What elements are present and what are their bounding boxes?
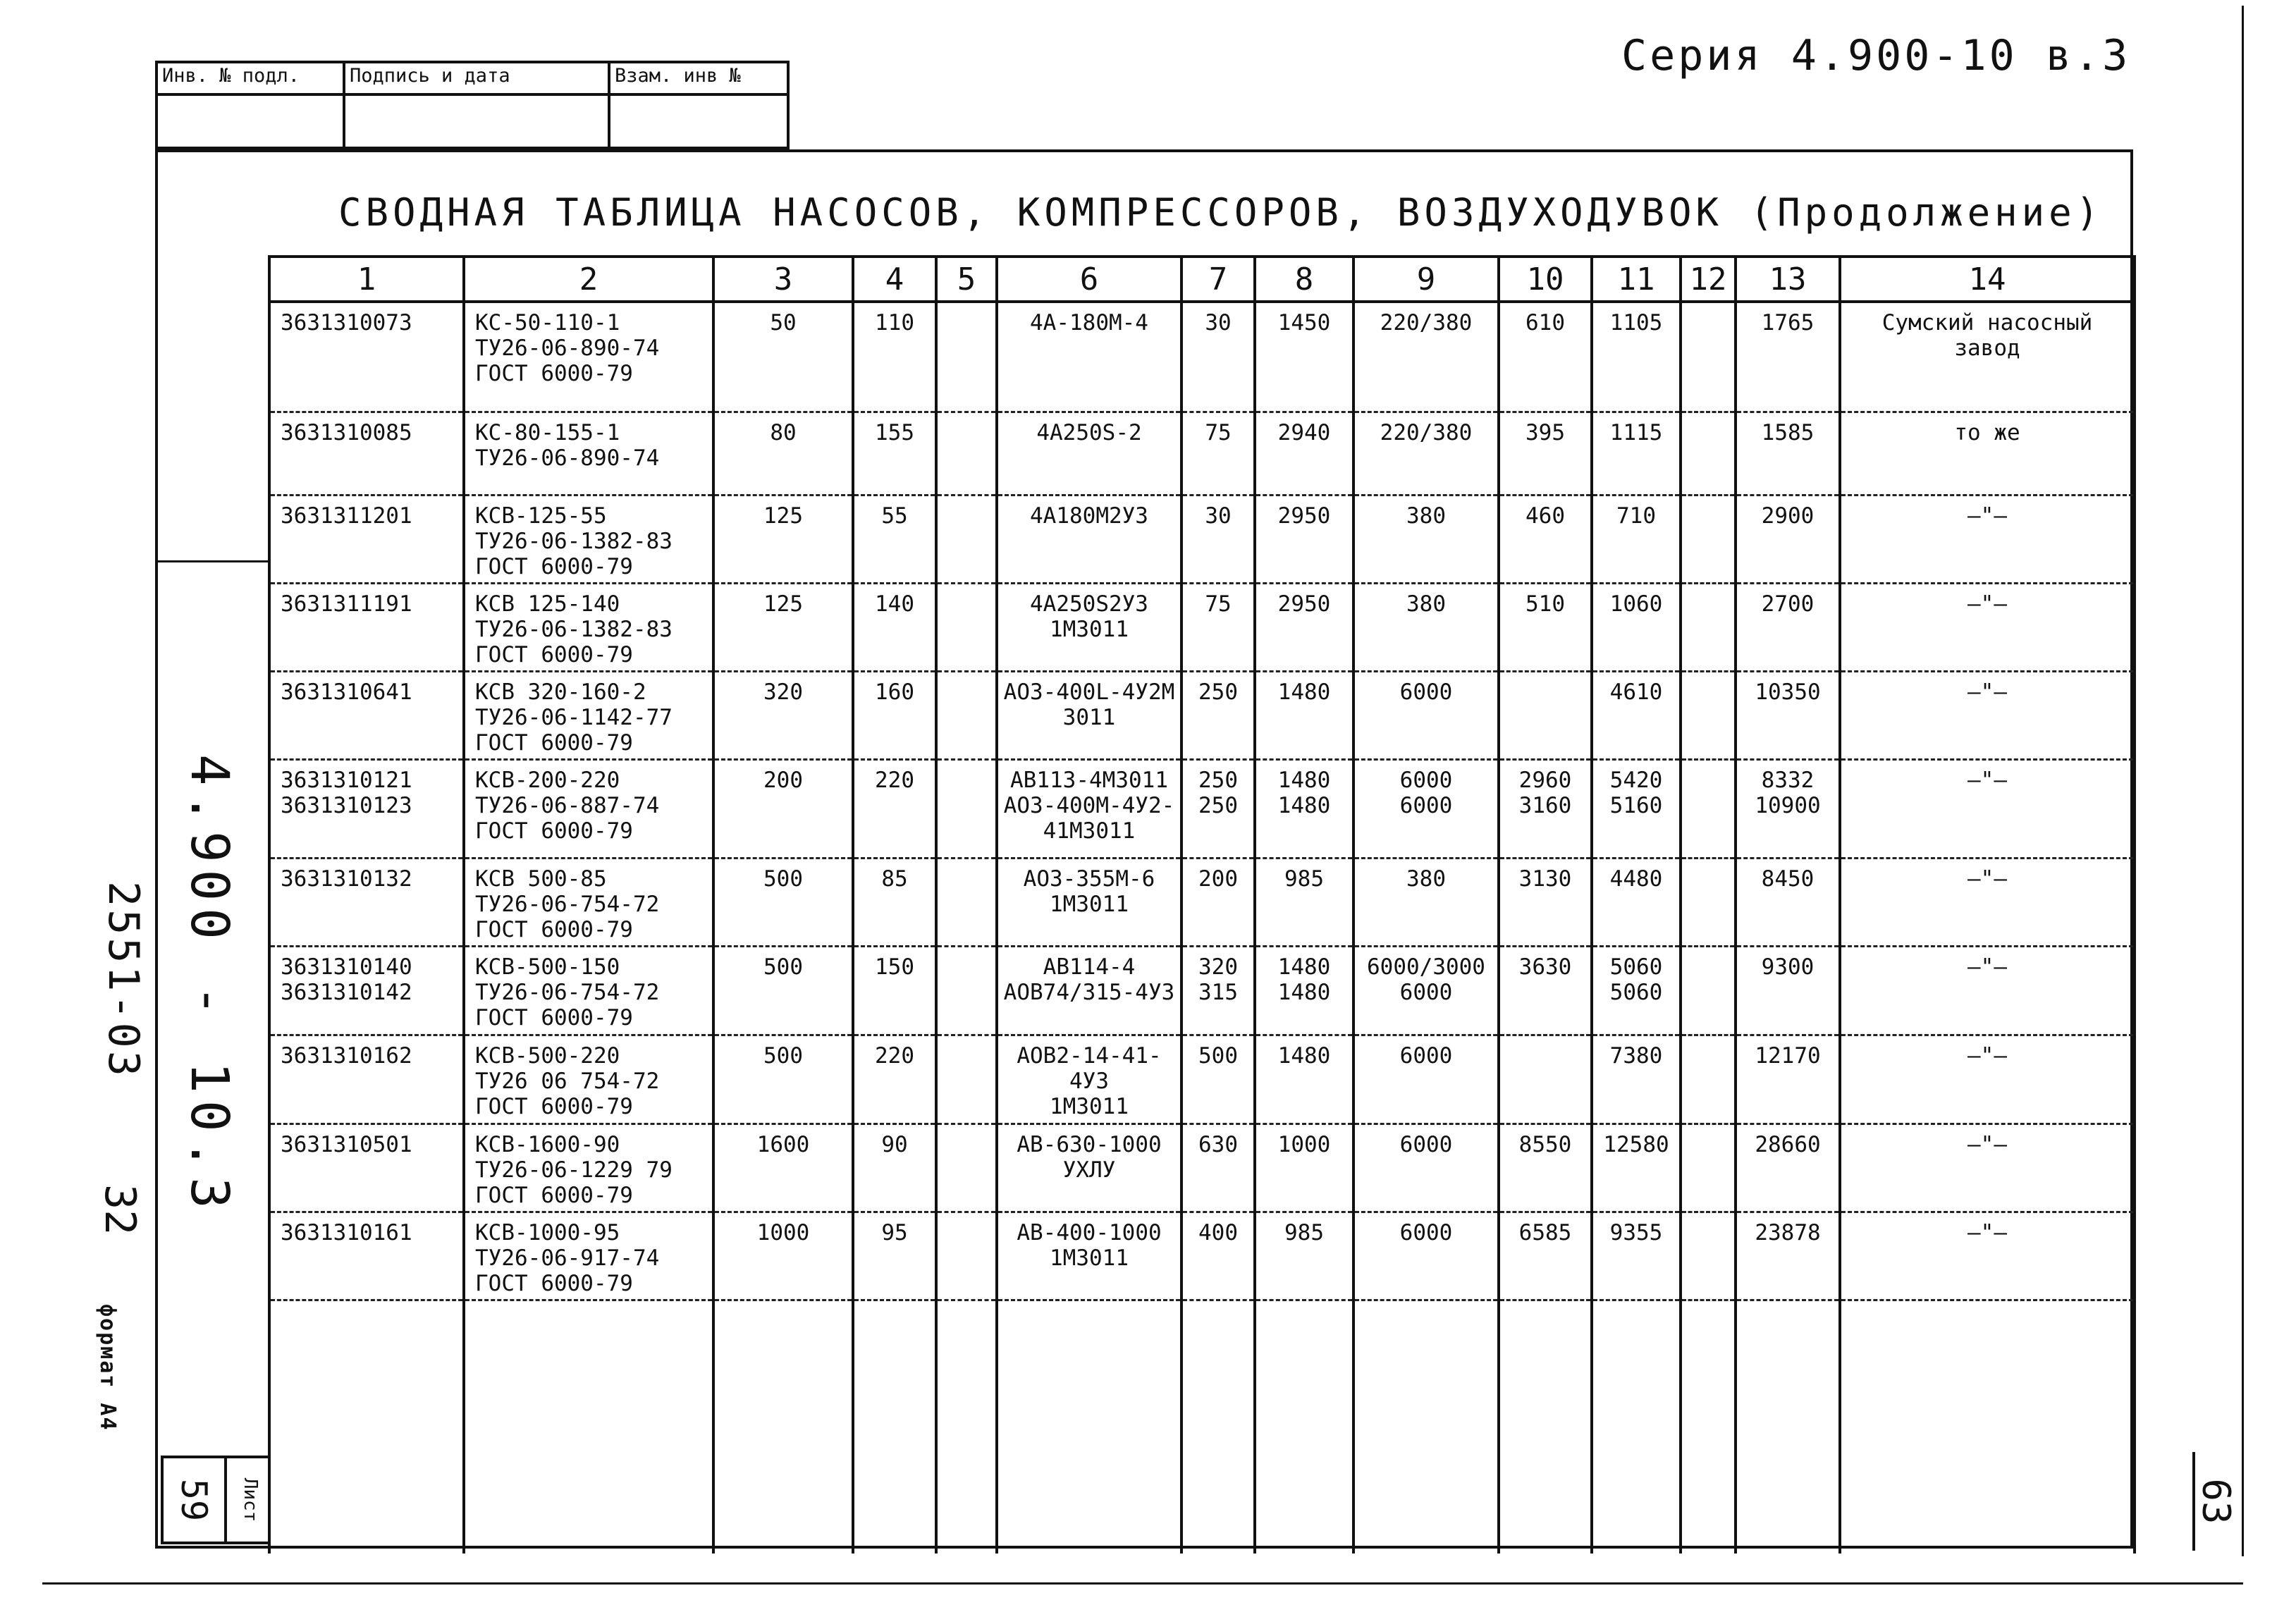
- sheet-label: Лист: [240, 1477, 261, 1522]
- cell-col-12: [1681, 495, 1736, 583]
- format-label: формат А4: [95, 1304, 120, 1432]
- cell-col-4: 220: [853, 1035, 936, 1124]
- empty-cell: [1681, 1300, 1736, 1553]
- cell-col-12: [1681, 1035, 1736, 1124]
- cell-col-9: 380: [1353, 495, 1499, 583]
- empty-cell: [269, 1300, 464, 1553]
- cell-col-8: 1450: [1255, 302, 1353, 412]
- cell-col-12: [1681, 1212, 1736, 1300]
- col-header-13: 13: [1736, 257, 1840, 302]
- cell-col-12: [1681, 759, 1736, 858]
- cell-col-7: 200: [1181, 858, 1255, 946]
- col-header-5: 5: [936, 257, 997, 302]
- vertical-series-label: 4.900 - 10.3: [179, 754, 240, 1216]
- empty-cell: [1353, 1300, 1499, 1553]
- col-header-9: 9: [1353, 257, 1499, 302]
- cell-col-5: [936, 759, 997, 858]
- cell-col-11: 1105: [1592, 302, 1681, 412]
- cell-col-4: 140: [853, 583, 936, 671]
- cell-col-5: [936, 858, 997, 946]
- cell-col-8: 985: [1255, 1212, 1353, 1300]
- cell-col-1: 3631310641: [269, 671, 464, 759]
- cell-col-2: КС-50-110-1 ТУ26-06-890-74 ГОСТ 6000-79: [464, 302, 713, 412]
- cell-col-10: 6585: [1499, 1212, 1592, 1300]
- empty-cell: [1181, 1300, 1255, 1553]
- cell-col-6: 4А250S2У3 1М3011: [997, 583, 1181, 671]
- cell-col-1: 3631310085: [269, 412, 464, 495]
- cell-col-1: 3631310121 3631310123: [269, 759, 464, 858]
- cell-col-2: КСВ-500-220 ТУ26 06 754-72 ГОСТ 6000-79: [464, 1035, 713, 1124]
- cell-col-14: —"—: [1840, 858, 2135, 946]
- col-header-10: 10: [1499, 257, 1592, 302]
- cell-col-10: [1499, 1035, 1592, 1124]
- empty-cell: [713, 1300, 853, 1553]
- cell-col-3: 500: [713, 946, 853, 1035]
- table-row: [269, 1124, 2135, 1212]
- cell-col-3: 500: [713, 1035, 853, 1124]
- cell-col-5: [936, 583, 997, 671]
- cell-col-10: 610: [1499, 302, 1592, 412]
- outer-frame-bottom-line: [42, 1582, 2243, 1585]
- cell-col-7: 30: [1181, 495, 1255, 583]
- cell-col-12: [1681, 412, 1736, 495]
- table-row: [269, 858, 2135, 946]
- cell-col-9: 220/380: [1353, 412, 1499, 495]
- cell-col-5: [936, 495, 997, 583]
- cell-col-5: [936, 671, 997, 759]
- cell-col-4: 90: [853, 1124, 936, 1212]
- cell-col-13: 8332 10900: [1736, 759, 1840, 858]
- cell-col-3: 200: [713, 759, 853, 858]
- cell-col-3: 80: [713, 412, 853, 495]
- cell-col-6: АВ114-4 АОВ74/315-4У3: [997, 946, 1181, 1035]
- stamp-replace-value: [609, 94, 788, 148]
- cell-col-3: 500: [713, 858, 853, 946]
- cell-col-9: 380: [1353, 583, 1499, 671]
- cell-col-7: 75: [1181, 412, 1255, 495]
- empty-cell: [853, 1300, 936, 1553]
- cell-col-4: 160: [853, 671, 936, 759]
- cell-col-10: 510: [1499, 583, 1592, 671]
- table-row: [269, 671, 2135, 759]
- cell-col-1: 3631310140 3631310142: [269, 946, 464, 1035]
- stamp-replace-label: Взам. инв №: [609, 62, 788, 94]
- col-header-3: 3: [713, 257, 853, 302]
- col-header-11: 11: [1592, 257, 1681, 302]
- summary-table: [268, 255, 2133, 1553]
- cell-col-1: 3631310161: [269, 1212, 464, 1300]
- cell-col-5: [936, 1124, 997, 1212]
- cell-col-7: 630: [1181, 1124, 1255, 1212]
- cell-col-3: 320: [713, 671, 853, 759]
- stamp-inv-label: Инв. № подл.: [156, 62, 344, 94]
- cell-col-2: КСВ-200-220 ТУ26-06-887-74 ГОСТ 6000-79: [464, 759, 713, 858]
- table-row: [269, 759, 2135, 858]
- cell-col-13: 9300: [1736, 946, 1840, 1035]
- cell-col-2: КСВ-1600-90 ТУ26-06-1229 79 ГОСТ 6000-79: [464, 1124, 713, 1212]
- cell-col-13: 2900: [1736, 495, 1840, 583]
- cell-col-11: 4610: [1592, 671, 1681, 759]
- table-row: [269, 412, 2135, 495]
- cell-col-7: 30: [1181, 302, 1255, 412]
- table-title: СВОДНАЯ ТАБЛИЦА НАСОСОВ, КОМПРЕССОРОВ, ВОЗДУХОДУВОК (Продолжение): [338, 190, 2104, 235]
- cell-col-9: 6000 6000: [1353, 759, 1499, 858]
- cell-col-2: КСВ-125-55 ТУ26-06-1382-83 ГОСТ 6000-79: [464, 495, 713, 583]
- col-header-8: 8: [1255, 257, 1353, 302]
- cell-col-1: 3631310073: [269, 302, 464, 412]
- cell-col-3: 1600: [713, 1124, 853, 1212]
- cell-col-4: 150: [853, 946, 936, 1035]
- cell-col-3: 1000: [713, 1212, 853, 1300]
- cell-col-14: то же: [1840, 412, 2135, 495]
- cell-col-11: 710: [1592, 495, 1681, 583]
- stamp-signature-value: [344, 94, 609, 148]
- cell-col-12: [1681, 946, 1736, 1035]
- cell-col-6: 4А-180М-4: [997, 302, 1181, 412]
- cell-col-8: 2950: [1255, 583, 1353, 671]
- cell-col-4: 220: [853, 759, 936, 858]
- cell-col-5: [936, 946, 997, 1035]
- cell-col-13: 1585: [1736, 412, 1840, 495]
- cell-col-5: [936, 302, 997, 412]
- cell-col-10: 3130: [1499, 858, 1592, 946]
- cell-col-2: КСВ-1000-95 ТУ26-06-917-74 ГОСТ 6000-79: [464, 1212, 713, 1300]
- table-filler-row: [269, 1300, 2135, 1553]
- cell-col-4: 55: [853, 495, 936, 583]
- col-header-4: 4: [853, 257, 936, 302]
- table-row: [269, 302, 2135, 412]
- empty-cell: [936, 1300, 997, 1553]
- cell-col-5: [936, 1212, 997, 1300]
- cell-col-10: [1499, 671, 1592, 759]
- cell-col-1: 3631310132: [269, 858, 464, 946]
- cell-col-2: КС-80-155-1 ТУ26-06-890-74: [464, 412, 713, 495]
- cell-col-3: 50: [713, 302, 853, 412]
- cell-col-9: 220/380: [1353, 302, 1499, 412]
- cell-col-6: АО3-400L-4У2М 3011: [997, 671, 1181, 759]
- left-margin-divider: [155, 560, 271, 562]
- cell-col-7: 250: [1181, 671, 1255, 759]
- cell-col-3: 125: [713, 583, 853, 671]
- cell-col-7: 400: [1181, 1212, 1255, 1300]
- cell-col-2: КСВ 500-85 ТУ26-06-754-72 ГОСТ 6000-79: [464, 858, 713, 946]
- cell-col-14: —"—: [1840, 1035, 2135, 1124]
- cell-col-10: 460: [1499, 495, 1592, 583]
- cell-col-5: [936, 1035, 997, 1124]
- cell-col-6: АВ-400-1000 1М3011: [997, 1212, 1181, 1300]
- cell-col-6: АВ-630-1000 УХЛУ: [997, 1124, 1181, 1212]
- cell-col-2: КСВ-500-150 ТУ26-06-754-72 ГОСТ 6000-79: [464, 946, 713, 1035]
- col-header-7: 7: [1181, 257, 1255, 302]
- approval-stamp: [155, 61, 790, 149]
- empty-cell: [1736, 1300, 1840, 1553]
- cell-col-2: КСВ 125-140 ТУ26-06-1382-83 ГОСТ 6000-79: [464, 583, 713, 671]
- cell-col-14: —"—: [1840, 1124, 2135, 1212]
- cell-col-9: 6000: [1353, 1035, 1499, 1124]
- empty-cell: [997, 1300, 1181, 1553]
- cell-col-14: —"—: [1840, 583, 2135, 671]
- cell-col-13: 10350: [1736, 671, 1840, 759]
- cell-col-1: 3631311191: [269, 583, 464, 671]
- cell-col-8: 1000: [1255, 1124, 1353, 1212]
- cell-col-13: 1765: [1736, 302, 1840, 412]
- cell-col-7: 320 315: [1181, 946, 1255, 1035]
- cell-col-9: 6000: [1353, 1124, 1499, 1212]
- empty-cell: [1840, 1300, 2135, 1553]
- cell-col-13: 2700: [1736, 583, 1840, 671]
- cell-col-11: 9355: [1592, 1212, 1681, 1300]
- cell-col-14: —"—: [1840, 759, 2135, 858]
- col-header-2: 2: [464, 257, 713, 302]
- sheet-number-box: [161, 1456, 271, 1544]
- table-row: [269, 495, 2135, 583]
- col-header-14: 14: [1840, 257, 2135, 302]
- col-header-6: 6: [997, 257, 1181, 302]
- cell-col-8: 2950: [1255, 495, 1353, 583]
- stamp-signature-label: Подпись и дата: [344, 62, 609, 94]
- cell-col-8: 985: [1255, 858, 1353, 946]
- cell-col-14: —"—: [1840, 495, 2135, 583]
- header-row: [269, 257, 2135, 302]
- cell-col-12: [1681, 858, 1736, 946]
- cell-col-4: 85: [853, 858, 936, 946]
- cell-col-10: 8550: [1499, 1124, 1592, 1212]
- cell-col-14: —"—: [1840, 671, 2135, 759]
- cell-col-13: 23878: [1736, 1212, 1840, 1300]
- cell-col-11: 1060: [1592, 583, 1681, 671]
- cell-col-11: 5060 5060: [1592, 946, 1681, 1035]
- cell-col-12: [1681, 302, 1736, 412]
- vertical-album-page: 32: [95, 1184, 145, 1236]
- page-number-box: [2192, 1452, 2237, 1551]
- cell-col-12: [1681, 583, 1736, 671]
- vertical-album-label: 2551-03: [99, 881, 148, 1079]
- cell-col-6: АВ113-4М3011 АО3-400М-4У2- 41М3011: [997, 759, 1181, 858]
- cell-col-12: [1681, 1124, 1736, 1212]
- empty-cell: [1592, 1300, 1681, 1553]
- cell-col-1: 3631311201: [269, 495, 464, 583]
- empty-cell: [464, 1300, 713, 1553]
- col-header-12: 12: [1681, 257, 1736, 302]
- table-row: [269, 1212, 2135, 1300]
- cell-col-6: 4А180М2У3: [997, 495, 1181, 583]
- cell-col-9: 6000: [1353, 1212, 1499, 1300]
- cell-col-5: [936, 412, 997, 495]
- cell-col-7: 75: [1181, 583, 1255, 671]
- cell-col-8: 1480: [1255, 1035, 1353, 1124]
- cell-col-12: [1681, 671, 1736, 759]
- cell-col-1: 3631310501: [269, 1124, 464, 1212]
- cell-col-9: 6000/3000 6000: [1353, 946, 1499, 1035]
- cell-col-8: 2940: [1255, 412, 1353, 495]
- cell-col-6: АОВ2-14-41-4У3 1М3011: [997, 1035, 1181, 1124]
- cell-col-4: 155: [853, 412, 936, 495]
- table-row: [269, 1035, 2135, 1124]
- cell-col-1: 3631310162: [269, 1035, 464, 1124]
- cell-col-3: 125: [713, 495, 853, 583]
- sheet-number: 59: [164, 1458, 227, 1542]
- cell-col-6: 4А250S-2: [997, 412, 1181, 495]
- cell-col-7: 250 250: [1181, 759, 1255, 858]
- stamp-inv-value: [156, 94, 344, 148]
- cell-col-13: 28660: [1736, 1124, 1840, 1212]
- cell-col-8: 1480 1480: [1255, 759, 1353, 858]
- page-number: 63: [2194, 1478, 2239, 1525]
- empty-cell: [1499, 1300, 1592, 1553]
- cell-col-11: 1115: [1592, 412, 1681, 495]
- cell-col-11: 4480: [1592, 858, 1681, 946]
- cell-col-14: Сумский насосный завод: [1840, 302, 2135, 412]
- cell-col-11: 5420 5160: [1592, 759, 1681, 858]
- outer-frame-right-line: [2242, 6, 2244, 1556]
- cell-col-8: 1480 1480: [1255, 946, 1353, 1035]
- cell-col-2: КСВ 320-160-2 ТУ26-06-1142-77 ГОСТ 6000-79: [464, 671, 713, 759]
- table-row: [269, 583, 2135, 671]
- empty-cell: [1255, 1300, 1353, 1553]
- cell-col-10: 395: [1499, 412, 1592, 495]
- cell-col-14: —"—: [1840, 946, 2135, 1035]
- col-header-1: 1: [269, 257, 464, 302]
- cell-col-11: 12580: [1592, 1124, 1681, 1212]
- cell-col-13: 12170: [1736, 1035, 1840, 1124]
- table-row: [269, 946, 2135, 1035]
- cell-col-14: —"—: [1840, 1212, 2135, 1300]
- cell-col-10: 2960 3160: [1499, 759, 1592, 858]
- cell-col-10: 3630: [1499, 946, 1592, 1035]
- cell-col-11: 7380: [1592, 1035, 1681, 1124]
- cell-col-13: 8450: [1736, 858, 1840, 946]
- cell-col-8: 1480: [1255, 671, 1353, 759]
- cell-col-7: 500: [1181, 1035, 1255, 1124]
- cell-col-6: АО3-355М-6 1М3011: [997, 858, 1181, 946]
- cell-col-4: 95: [853, 1212, 936, 1300]
- cell-col-9: 6000: [1353, 671, 1499, 759]
- cell-col-4: 110: [853, 302, 936, 412]
- cell-col-9: 380: [1353, 858, 1499, 946]
- series-header: Серия 4.900-10 в.3: [1621, 31, 2131, 80]
